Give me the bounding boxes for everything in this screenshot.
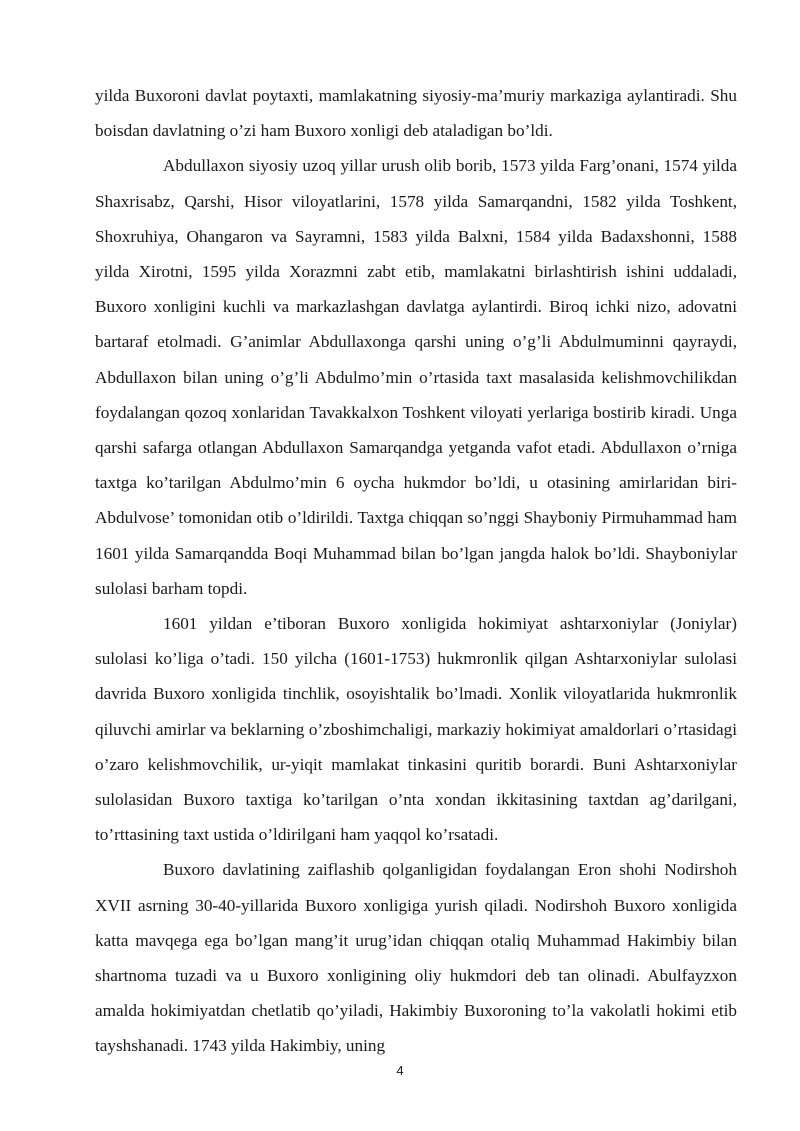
paragraph-abdullaxon: Abdullaxon siyosiy uzoq yillar urush olib borib, 1573 yilda Farg’onani, 1574 yilda Shaxrisabz, Qarshi, Hisor viloyatlarini, 1578 yilda Samarqandni, 1582 yilda Toshkent, Shoxruhiya, Ohangaron va Sayramni, 1583 yilda Balxni, 1584 yilda Badaxshonni, 1588 yilda Xirotni, 1595 yilda Xorazmni zabt etib, mamlakatni birlashtirish ishini uddaladi, Buxoro xonligini kuchli va markazlashgan davlatga aylantirdi. Biroq ichki nizo, adovatni bartaraf etolmadi. G’animlar Abdullaxonga qarshi uning o’g’li Abdulmuminni qayraydi, Abdullaxon bilan uning o’g’li Abdulmo’min o’rtasida taxt masalasida kelishmovchilikdan foydalangan qozoq xonlaridan Tavakkalxon Toshkent viloyati yerlariga bostirib kiradi. Unga qarshi safarga otlangan Abdullaxon Samarqandga yetganda vafot etadi. Abdullaxon o’rniga taxtga ko’tarilgan Abdulmo’min 6 oycha hukmdor bo’ldi, u otasining amirlaridan biri-Abdulvose’ tomonidan otib o’ldirildi. Taxtga chiqqan so’nggi Shayboniy Pirmuhammad ham 1601 yilda Samarqandda Boqi Muhammad bilan bo’lgan jangda halok bo’ldi. Shayboniylar sulolasi barham topdi. bbox=[95, 156, 737, 598]
document-page bbox=[95, 78, 737, 1064]
paragraph-nodirshoh: Buxoro davlatining zaiflashib qolganligidan foydalangan Eron shohi Nodirshoh XVII asrning 30-40-yillarida Buxoro xonligiga yurish qiladi. Nodirshoh Buxoro xonligida katta mavqega ega bo’lgan mang’it urug’idan chiqqan otaliq Muhammad Hakimbiy bilan shartnoma tuzadi va u Buxoro xonligining oliy hukmdori deb tan olinadi. Abulfayzxon amalda hokimiyatdan chetlatib qo’yiladi, Hakimbiy Buxoroning to’la vakolatli hokimi etib tayshshanadi. 1743 yilda Hakimbiy, uning bbox=[95, 860, 737, 1056]
paragraph-continuation: yilda Buxoroni davlat poytaxti, mamlakatning siyosiy-ma’muriy markaziga aylantiradi. Shu boisdan davlatning o’zi ham Buxoro xonligi deb ataladigan bo’ldi. bbox=[95, 86, 737, 141]
paragraph-ashtarxoniylar: 1601 yildan e’tiboran Buxoro xonligida hokimiyat ashtarxoniylar (Joniylar) sulolasi ko’liga o’tadi. 150 yilcha (1601-1753) hukmronlik qilgan Ashtarxoniylar sulolasi davrida Buxoro xonligida tinchlik, osoyishtalik bo’lmadi. Xonlik viloyatlarida hukmronlik qiluvchi amirlar va beklarning o’zboshimchaligi, markaziy hokimiyat amaldorlari o’rtasidagi o’zaro kelishmovchilik, ur-yiqit mamlakat tinkasini quritib borardi. Buni Ashtarxoniylar sulolasidan Buxoro taxtiga ko’tarilgan o’nta xondan ikkitasining taxtdan ag’darilgani, to’rttasining taxt ustida o’ldirilgani ham yaqqol ko’rsatadi. bbox=[95, 614, 737, 845]
page-number: 4 bbox=[396, 1063, 404, 1078]
